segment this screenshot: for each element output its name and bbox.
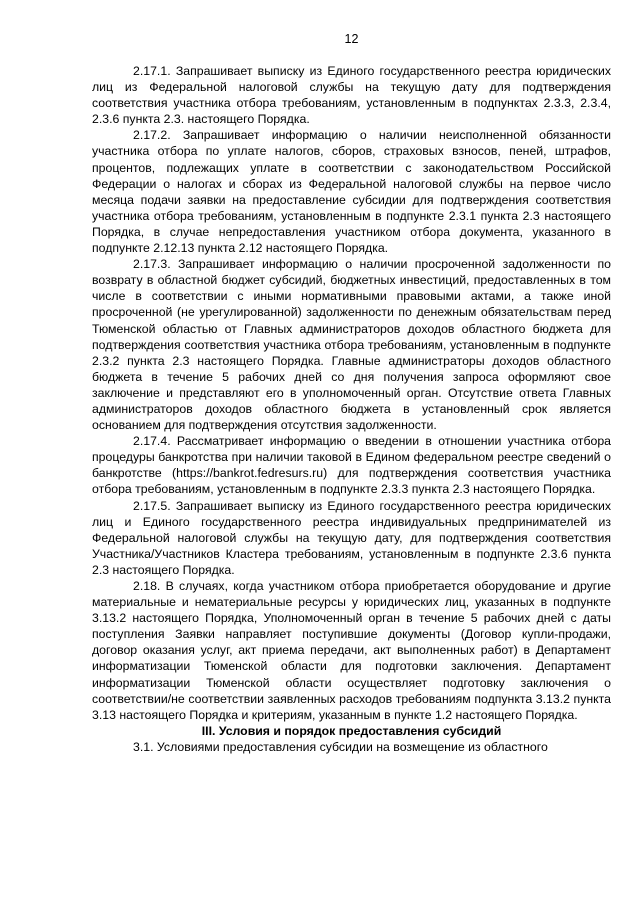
page-number: 12 xyxy=(344,32,359,46)
paragraph-2-18: 2.18. В случаях, когда участником отбора приобретается оборудование и другие материальные и нематериальные ресурсы у юридических лиц, указанных в подпункте 3.13.2 настоящего Порядка, Уполномоченный орган в течение 5 рабочих дней с даты поступления Заявки направляет поступившие документы (Договор купли-продажи, договор оказания услуг, акт приема передачи, акт выполненных работ) в Департамент информатизации Тюменской области для подготовки заключения. Департамент информатизации Тюменской области осуществляет подготовку заключения о соответствии/не соответствии заявленных расходов требованиям подпункта 3.13.2 пункта 3.13 настоящего Порядка и критериям, указанным в пункте 1.2 настоящего Порядка. xyxy=(92,579,611,722)
paragraph-2-17-4: 2.17.4. Рассматривает информацию о введении в отношении участника отбора процедуры банкротства при наличии таковой в Едином федеральном реестре сведений о банкротстве (https://bankrot.fedresurs.ru) для подтверждения соответствия участника отбора требованиям, установленным в подпункте 2.3.3 пункта 2.3 настоящего Порядка. xyxy=(92,434,611,497)
paragraph-2-17-5: 2.17.5. Запрашивает выписку из Единого государственного реестра юридических лиц и Единого государственного реестра индивидуальных предпринимателей из Федеральной налоговой службы на текущую дату, для подтверждения соответствия Участника/Участников Кластера требованиям, установленным в подпункте 2.3.6 пункта 2.3 настоящего Порядка. xyxy=(92,498,611,577)
paragraph-2-17-1: 2.17.1. Запрашивает выписку из Единого государственного реестра юридических лиц из Федеральной налоговой службы на текущую дату для подтверждения соответствия участника отбора требованиям, установленным в подпунктах 2.3.3, 2.3.4, 2.3.6 пункта 2.3. настоящего Порядка. xyxy=(92,64,611,127)
section-heading: III. Условия и порядок предоставления субсидий xyxy=(201,723,502,738)
paragraph-3-1: 3.1. Условиями предоставления субсидии на возмещение из областного xyxy=(133,739,548,754)
paragraph-2-17-2: 2.17.2. Запрашивает информацию о наличии неисполненной обязанности участника отбора по уплате налогов, сборов, страховых взносов, пеней, штрафов, процентов, подлежащих уплате в соответствии с законодательством Российской Федерации о налогах и сборах из Федеральной налоговой службы на первое число месяца подачи заявки на предоставление субсидии для подтверждения соответствия участника отбора требованиям, установленным в подпункте 2.3.1 пункта 2.3 настоящего Порядка, в случае непредоставления участником отбора документа, указанного в подпункте 2.12.13 пункта 2.12 настоящего Порядка. xyxy=(92,128,611,256)
paragraph-2-17-3: 2.17.3. Запрашивает информацию о наличии просроченной задолженности по возврату в областной бюджет субсидий, бюджетных инвестиций, предоставленных в том числе в соответствии с иными нормативными правовыми актами, а также иной просроченной (не урегулированной) задолженности по денежным обязательствам перед Тюменской областью от Главных администраторов доходов областного бюджета для подтверждения соответствия участника отбора требованиям, установленным в подпункте 2.3.2 пункта 2.3 настоящего Порядка. Главные администраторы доходов областного бюджета в течение 5 рабочих дней со дня получения запроса оформляют свое заключение и представляют его в уполномоченный орган. Отсутствие ответа Главных администраторов доходов областного бюджета в установленный срок является основанием для подтверждения отсутствия задолженности. xyxy=(92,257,611,433)
